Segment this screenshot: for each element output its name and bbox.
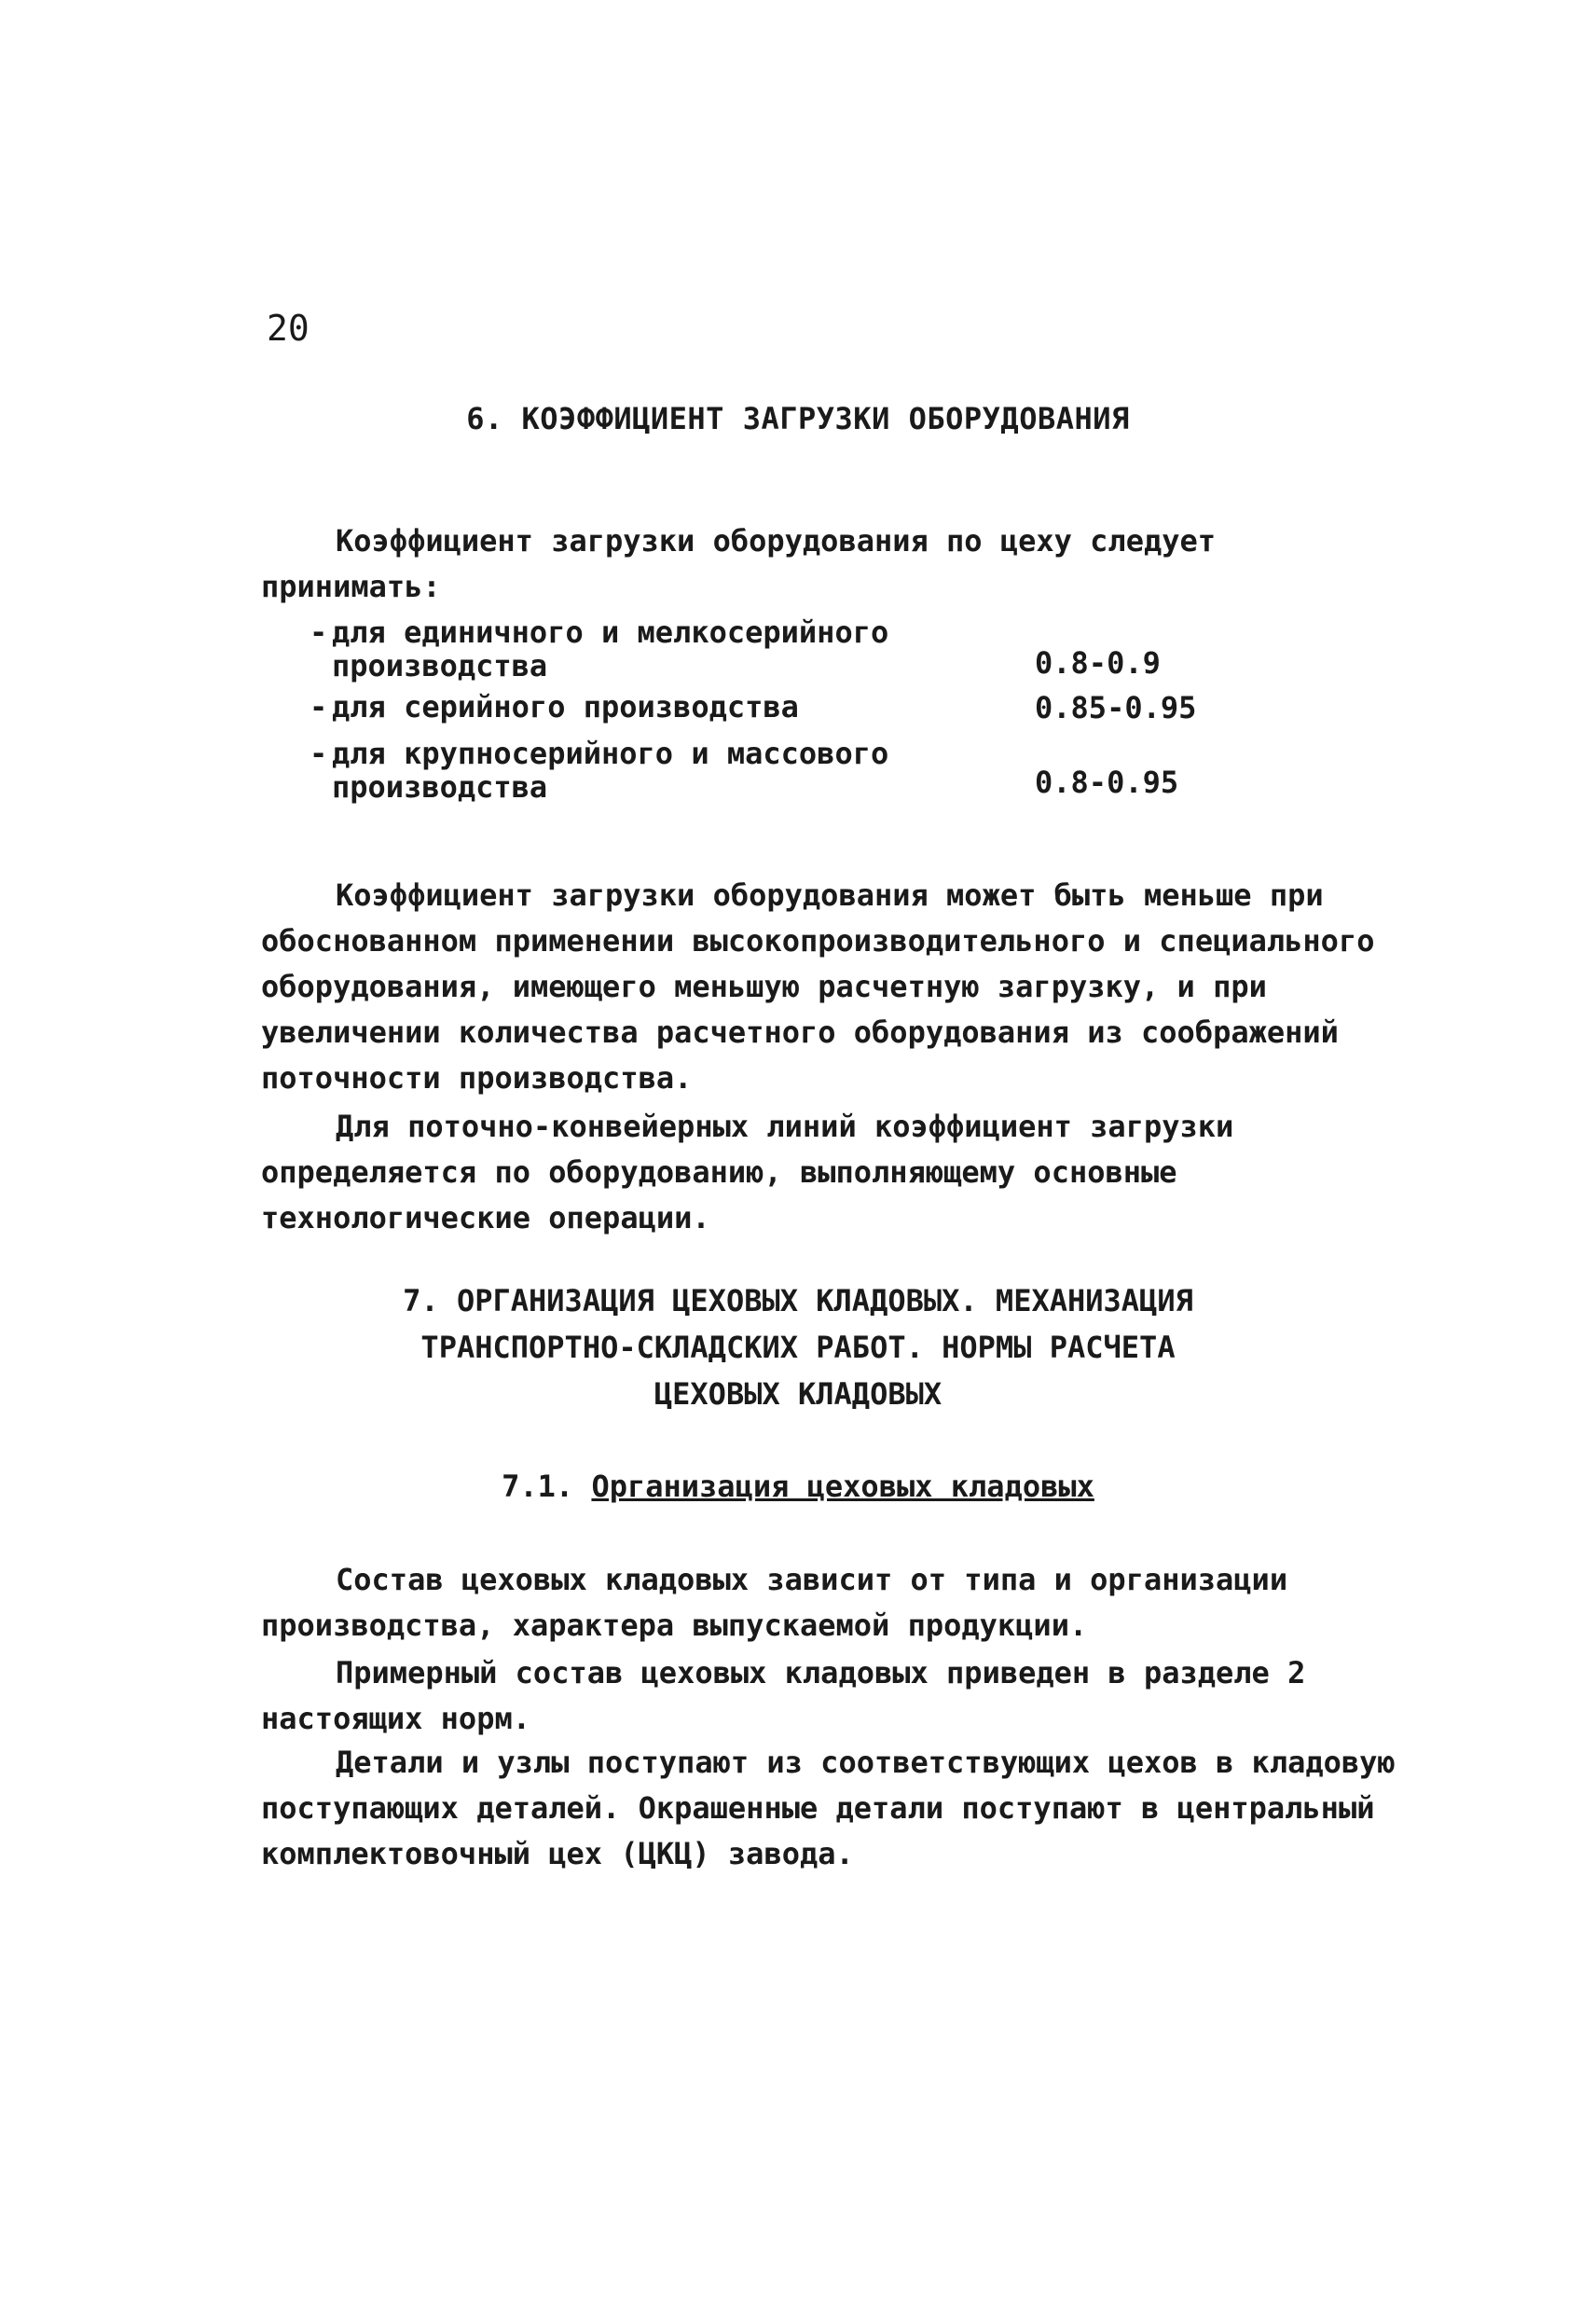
section-6-paragraph-2: Для поточно-конвейерных линий коэффициент загрузки определяется по оборудованию, выполняющему основные технологические операции. [261,1109,1234,1235]
list-item: - для единичного и мелкосерийного производства [310,614,889,683]
subsection-number: 7.1. [502,1469,574,1504]
list-item: - для крупносерийного и массового производства [310,736,889,805]
list-item-text: для серийного производства [332,689,799,724]
page-number: 20 [267,308,310,349]
list-item-value: 0.85-0.95 [1035,690,1197,725]
section-7-paragraph-3: Детали и узлы поступают из соответствующих цехов в кладовую поступающих деталей. Окрашенные детали поступают в центральный комплектовочный цех (ЦКЦ) завода. [261,1745,1396,1871]
subsection-title: Организация цеховых кладовых [591,1469,1094,1504]
list-item-value: 0.8-0.9 [1035,645,1161,681]
section-6-intro: Коэффициент загрузки оборудования по цеху следует принимать: [261,523,1217,604]
section-7-paragraph-2: Примерный состав цеховых кладовых приведен в разделе 2 настоящих норм. [261,1655,1306,1736]
section-6-paragraph-1: Коэффициент загрузки оборудования может быть меньше при обоснованном применении высокопроизводительного и специального оборудования, имеющего меньшую расчетную загрузку, и при увеличении количества расчетного оборудования из соображений поточности производства. [261,877,1375,1096]
list-item-text-cont: производства [332,648,548,683]
section-7-paragraph-1: Состав цеховых кладовых зависит от типа и организации производства, характера выпускаемой продукции. [261,1562,1288,1643]
subsection-7-1-heading [0,1469,1596,1504]
section-7-title-line-2: ТРАНСПОРТНО-СКЛАДСКИХ РАБОТ. НОРМЫ РАСЧЕТА [420,1330,1176,1365]
section-7-title-line-1: 7. ОРГАНИЗАЦИЯ ЦЕХОВЫХ КЛАДОВЫХ. МЕХАНИЗАЦИЯ [403,1283,1193,1318]
section-6-title: 6. КОЭФФИЦИЕНТ ЗАГРУЗКИ ОБОРУДОВАНИЯ [466,401,1130,436]
section-7-title-line-3: ЦЕХОВЫХ КЛАДОВЫХ [654,1376,942,1412]
list-item-text: для единичного и мелкосерийного [332,614,889,650]
list-item: - для серийного производства [310,689,799,724]
section-7-title [0,1277,1596,1417]
list-item-text: для крупносерийного и массового [332,736,889,771]
list-item-value: 0.8-0.95 [1035,765,1179,800]
list-item-text-cont: производства [332,769,548,805]
